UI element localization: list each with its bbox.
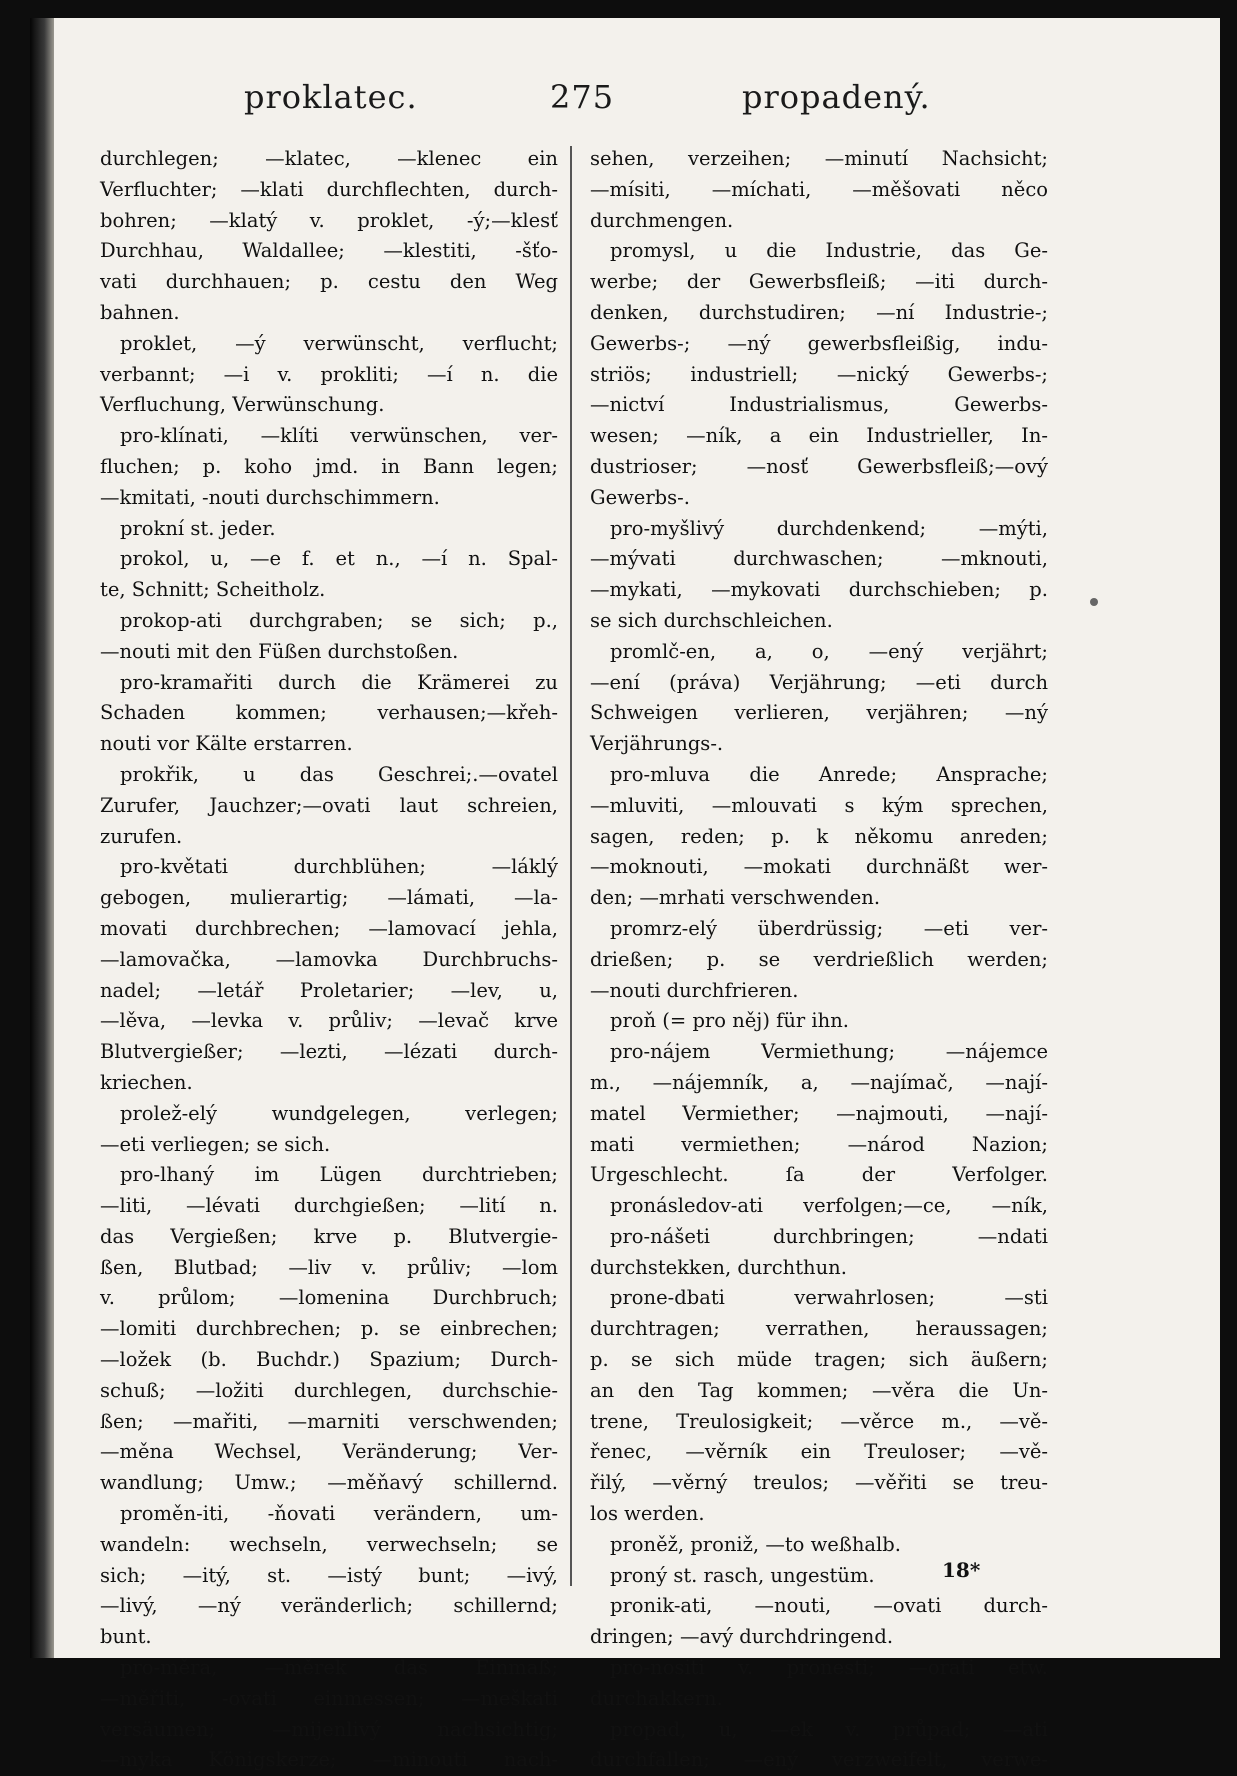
entry-line: wesen; —ník, a ein Industrieller, In- bbox=[590, 424, 1048, 448]
entry-line: —mísiti, —míchati, —měšovati něco bbox=[590, 177, 1048, 201]
entry-line: an den Tag kommen; —věra die Un- bbox=[590, 1378, 1048, 1402]
entry-line: Durchhau, Waldallee; —klestiti, -šťo- bbox=[100, 239, 558, 263]
entry-line: —nictví Industrialismus, Gewerbs- bbox=[590, 393, 1048, 417]
entry-line: pro-klínati, —klíti verwünschen, ver- bbox=[120, 424, 558, 448]
entry-line: gebogen, mulierartig; —lámati, —la- bbox=[100, 886, 558, 910]
entry-line: pro-květati durchblühen; —láklý bbox=[120, 855, 558, 879]
entry-line: p. se sich müde tragen; sich äußern; bbox=[590, 1348, 1048, 1372]
entry-line: ßen, Blutbad; —liv v. průliv; —lom bbox=[100, 1255, 558, 1279]
entry-line: Blutvergießer; —lezti, —lézati durch- bbox=[100, 1040, 558, 1064]
entry-line: sagen, reden; p. k někomu anreden; bbox=[590, 824, 1048, 848]
entry-line: durchtragen; verrathen, heraussagen; bbox=[590, 1317, 1048, 1341]
entry-line: mati vermiethen; —národ Nazion; bbox=[590, 1132, 1048, 1156]
entry-line: proněž, proniž, —to weßhalb. bbox=[610, 1532, 901, 1556]
entry-line: trene, Treulosigkeit; —věrce m., —vě- bbox=[590, 1409, 1048, 1433]
entry-line: pro-kramařiti durch die Krämerei zu bbox=[120, 670, 558, 694]
page-number: 275 bbox=[550, 78, 615, 116]
entry-line: —lamovačka, —lamovka Durchbruchs- bbox=[100, 947, 558, 971]
entry-line: —liti, —lévati durchgießen; —lití n. bbox=[100, 1194, 558, 1218]
entry-line: drießen; p. se verdrießlich werden; bbox=[590, 947, 1048, 971]
entry-line: ßen; —mařiti, —marniti verschwenden; bbox=[100, 1409, 558, 1433]
entry-line: —livý, —ný veränderlich; schillernd; bbox=[100, 1594, 558, 1618]
entry-line: v. průlom; —lomenina Durchbruch; bbox=[100, 1286, 558, 1310]
left-column bbox=[100, 144, 558, 1776]
entry-line: das Vergießen; krve p. Blutvergie- bbox=[100, 1224, 558, 1248]
entry-line: movati durchbrechen; —lamovací jehla, bbox=[100, 916, 558, 940]
page-header bbox=[30, 78, 1220, 134]
entry-line: prokol, u, —e f. et n., —í n. Spal- bbox=[120, 547, 558, 571]
entry-line: versäumen; —mijenlivý nachsichtig; bbox=[100, 1717, 558, 1741]
entry-line: —měna Wechsel, Veränderung; Ver- bbox=[100, 1440, 558, 1464]
entry-line: sehen, verzeihen; —minutí Nachsicht; bbox=[590, 147, 1048, 170]
entry-line: durchmengen. bbox=[590, 208, 734, 232]
entry-line: prone-dbati verwahrlosen; —sti bbox=[610, 1286, 1048, 1310]
entry-line: nadel; —letář Proletarier; —lev, u, bbox=[100, 978, 558, 1002]
entry-line: durchfallen; —ený verzweifelt, verwe- bbox=[590, 1748, 1048, 1772]
entry-line: dustrioser; —nosť Gewerbsfleiß;—ový bbox=[590, 454, 1048, 478]
entry-line: prokop-ati durchgraben; se sich; p., bbox=[120, 608, 558, 632]
entry-line: —lěva, —levka v. průliv; —levač krve bbox=[100, 1009, 558, 1033]
entry-line: werbe; der Gewerbsfleiß; —iti durch- bbox=[590, 270, 1048, 294]
entry-line: promlč-en, a, o, —ený verjährt; bbox=[610, 639, 1048, 663]
entry-line: proměn-iti, -ňovati verändern, um- bbox=[120, 1502, 558, 1526]
entry-line: Gewerbs-; —ný gewerbsfleißig, indu- bbox=[590, 331, 1048, 355]
entry-line: prolež-elý wundgelegen, verlegen; bbox=[120, 1101, 558, 1125]
entry-line: wandeln: wechseln, verwechseln; se bbox=[100, 1532, 558, 1556]
entry-line: —ložek (b. Buchdr.) Spazium; Durch- bbox=[100, 1348, 558, 1372]
entry-line: řilý, —věrný treulos; —věřiti se treu- bbox=[590, 1471, 1048, 1495]
entry-line: kriechen. bbox=[100, 1070, 193, 1094]
entry-line: —ení (práva) Verjährung; —eti durch bbox=[590, 670, 1048, 694]
entry-line: sich; —itý, st. —istý bunt; —ivý, bbox=[100, 1563, 558, 1587]
entry-line: pro-nositi v. pronesti; —orati etw. bbox=[610, 1656, 1048, 1680]
entry-line: pro-nájem Vermiethung; —nájemce bbox=[610, 1040, 1048, 1064]
entry-line: se sich durchschleichen. bbox=[590, 608, 833, 632]
entry-line: wandlung; Umw.; —měňavý schillernd. bbox=[100, 1471, 558, 1495]
entry-line: proklet, —ý verwünscht, verflucht; bbox=[120, 331, 558, 355]
entry-line: Schweigen verlieren, verjähren; —ný bbox=[590, 701, 1048, 725]
entry-line: Urgeschlecht. ſa der Verfolger. bbox=[590, 1163, 1048, 1187]
entry-line: durchstekken, durchthun. bbox=[590, 1255, 847, 1279]
entry-line: pro-mluva die Anrede; Ansprache; bbox=[610, 762, 1048, 786]
entry-line: —mývati durchwaschen; —mknouti, bbox=[590, 547, 1048, 571]
entry-line: zurufen. bbox=[100, 824, 183, 848]
right-column bbox=[590, 144, 1048, 1776]
book-spine-shadow bbox=[30, 18, 54, 1658]
entry-line: —kmitati, -nouti durchschimmern. bbox=[100, 485, 440, 509]
signature-mark: 18* bbox=[942, 1558, 981, 1582]
column-divider bbox=[570, 146, 572, 1586]
entry-line: —nouti durchfrieren. bbox=[590, 978, 799, 1002]
entry-line: fluchen; p. koho jmd. in Bann legen; bbox=[100, 454, 558, 478]
entry-line: te, Schnitt; Scheitholz. bbox=[100, 578, 326, 602]
left-guide-word: proklatec. bbox=[244, 78, 418, 116]
entry-line: pro-měra, —měrek das Einmaß; bbox=[120, 1656, 558, 1680]
entry-line: pro-nášeti durchbringen; —ndati bbox=[610, 1224, 1048, 1248]
entry-line: prokní st. jeder. bbox=[120, 516, 276, 540]
entry-line: pro-myšlivý durchdenkend; —mýti, bbox=[610, 516, 1048, 540]
entry-line: verbannt; —i v. prokliti; —í n. die bbox=[100, 362, 558, 386]
entry-line: schuß; —ložiti durchlegen, durchschie- bbox=[100, 1378, 558, 1402]
entry-line: los werden. bbox=[590, 1502, 705, 1526]
entry-line: pronásledov-ati verfolgen;—ce, —ník, bbox=[610, 1194, 1048, 1218]
entry-line: —moknouti, —mokati durchnäßt wer- bbox=[590, 855, 1048, 879]
entry-line: durchlegen; —klatec, —klenec ein bbox=[100, 147, 558, 170]
entry-line: proný st. rasch, ungestüm. bbox=[610, 1563, 875, 1587]
entry-line: den; —mrhati verschwenden. bbox=[590, 886, 881, 910]
entry-line: —myka Königskerze; —minouti nach- bbox=[100, 1748, 558, 1772]
entry-line: denken, durchstudiren; —ní Industrie-; bbox=[590, 300, 1048, 324]
entry-line: Verfluchter; —klati durchflechten, durch- bbox=[100, 177, 558, 201]
entry-line: bahnen. bbox=[100, 300, 180, 324]
entry-line: Schaden kommen; verhausen;—křeh- bbox=[100, 701, 558, 725]
entry-line: Verfluchung, Verwünschung. bbox=[100, 393, 385, 417]
entry-line: m., —nájemník, a, —najímač, —nají- bbox=[590, 1070, 1048, 1094]
entry-line: Verjährungs-. bbox=[590, 732, 724, 756]
entry-line: proň (= pro něj) für ihn. bbox=[610, 1009, 849, 1033]
entry-line: —mykati, —mykovati durchschieben; p. bbox=[590, 578, 1048, 602]
print-speck bbox=[1090, 598, 1098, 606]
entry-line: prokřik, u das Geschrei;.—ovatel bbox=[120, 762, 558, 786]
right-guide-word: propadený. bbox=[742, 78, 931, 116]
entry-line: —měřiti, -ovati einmessen; —meškati bbox=[100, 1686, 558, 1710]
dictionary-page bbox=[30, 18, 1220, 1772]
entry-line: bunt. bbox=[100, 1625, 152, 1649]
entry-line: bohren; —klatý v. proklet, -ý;—klesť bbox=[100, 208, 558, 232]
entry-line: pronik-ati, —nouti, —ovati durch- bbox=[610, 1594, 1048, 1618]
entry-line: —mluviti, —mlouvati s kým sprechen, bbox=[590, 793, 1048, 817]
entry-line: dringen; —avý durchdringend. bbox=[590, 1625, 894, 1649]
entry-line: Zurufer, Jauchzer;—ovati laut schreien, bbox=[100, 793, 558, 817]
entry-line: —lomiti durchbrechen; p. se einbrechen; bbox=[100, 1317, 558, 1341]
entry-line: nouti vor Kälte erstarren. bbox=[100, 732, 353, 756]
entry-line: řenec, —věrník ein Treuloser; —vě- bbox=[590, 1440, 1048, 1464]
entry-line: Gewerbs-. bbox=[590, 485, 690, 509]
entry-line: matel Vermiether; —najmouti, —nají- bbox=[590, 1101, 1048, 1125]
entry-line: promysl, u die Industrie, das Ge- bbox=[610, 239, 1048, 263]
entry-line: striös; industriell; —nický Gewerbs-; bbox=[590, 362, 1048, 386]
entry-line: durchakkern. bbox=[590, 1686, 723, 1710]
entry-line: promrz-elý überdrüssig; —eti ver- bbox=[610, 916, 1048, 940]
entry-line: —nouti mit den Füßen durchstoßen. bbox=[100, 639, 459, 663]
entry-line: propad, u, —ek v. průpad; —ati bbox=[610, 1717, 1048, 1741]
entry-line: —eti verliegen; se sich. bbox=[100, 1132, 331, 1156]
entry-line: pro-lhaný im Lügen durchtrieben; bbox=[120, 1163, 558, 1187]
entry-line: vati durchhauen; p. cestu den Weg bbox=[100, 270, 558, 294]
